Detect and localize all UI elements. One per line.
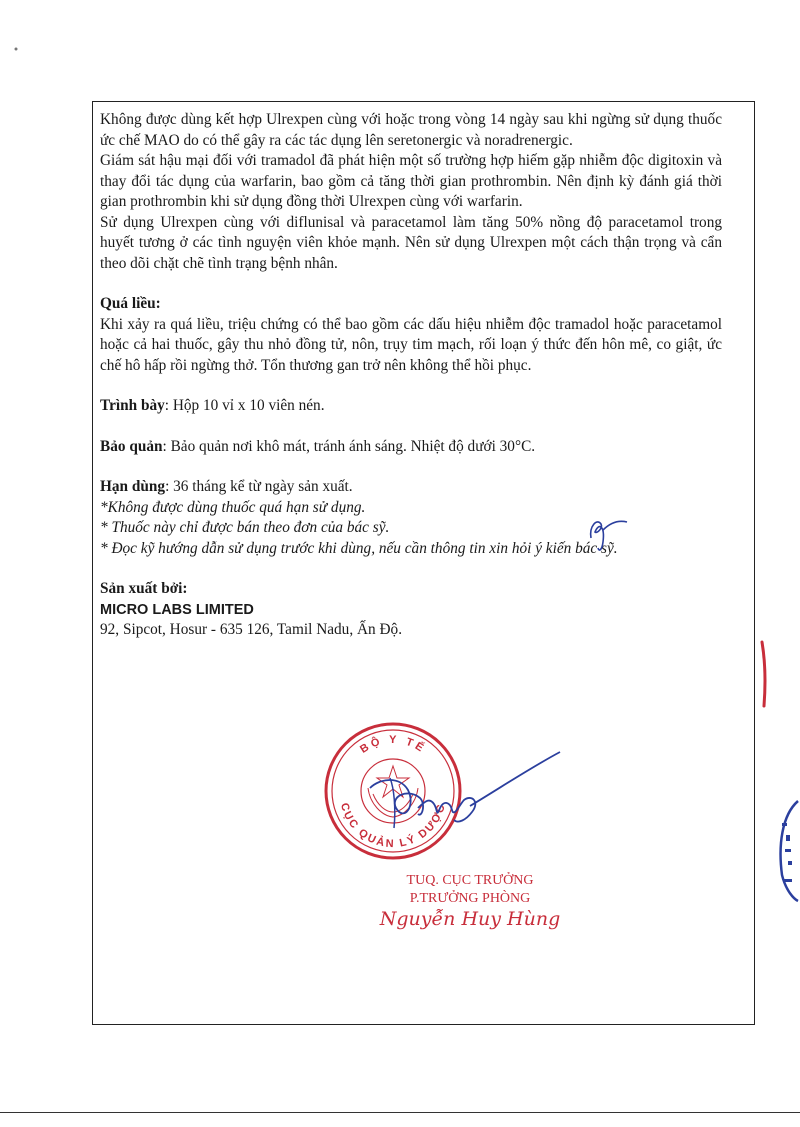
scan-mark — [12, 40, 20, 58]
stamp-bottom-text: CỤC QUẢN LÝ DƯỢC — [337, 801, 449, 851]
signer-title-1: TUQ. CỤC TRƯỞNG — [406, 873, 534, 888]
red-edge-mark — [758, 640, 770, 715]
presentation-line — [100, 396, 722, 417]
shelf-life-line — [100, 477, 722, 498]
storage-label: Bảo quản — [100, 437, 163, 455]
paragraph-diflunisal: Sử dụng Ulrexpen cùng với diflunisal và paracetamol làm tăng 50% nồng độ paracetamol trong huyết tương ở các tình nguyện viên khỏe mạnh. Nên sử dụng Ulrexpen một cách thận trọng và cẩn theo dõi chặt chẽ tình trạng bệnh nhân. — [100, 213, 722, 272]
note-prescription: * Thuốc này chỉ được bán theo đơn của bác sỹ. — [100, 519, 390, 536]
note-expiry: *Không được dùng thuốc quá hạn sử dụng. — [100, 498, 366, 516]
overdose-heading: Quá liều: — [100, 295, 161, 312]
stamp-top-text: BỘ Y TẾ — [358, 733, 428, 756]
bottom-rule — [0, 1112, 800, 1113]
official-signature — [360, 748, 580, 863]
signer-name: Nguyễn Huy Hùng — [379, 908, 561, 930]
overdose-text: Khi xảy ra quá liều, triệu chứng có thể bao gồm các dấu hiệu nhiễm độc tramadol hoặc paracetamol hoặc cả hai thuốc, gây thu nhỏ đồng tử, nôn, trụy tim mạch, rối loạn ý thức đến hôn mê, co giật, ức chế hô hấp rồi ngừng thở. Tổn thương gan trở nên không thể hồi phục. — [100, 315, 722, 374]
manufacturer-address: 92, Sipcot, Hosur - 635 126, Tamil Nadu, Ấn Độ. — [100, 621, 403, 638]
storage-text: : Bảo quản nơi khô mát, tránh ánh sáng. Nhiệt độ dưới 30°C. — [162, 437, 536, 455]
manufacturer-company: MICRO LABS LIMITED — [100, 601, 254, 618]
signature-block — [360, 872, 580, 928]
paragraph-mao: Không được dùng kết hợp Ulrexpen cùng với hoặc trong vòng 14 ngày sau khi ngừng sử dụng thuốc ức chế MAO do có thể gây ra các tác dụng lên seretonergic và noradrenergic. — [100, 111, 722, 149]
shelf-life-text: : 36 tháng kể từ ngày sản xuất. — [165, 478, 353, 495]
initial-signature — [583, 508, 633, 563]
note-read-instructions: * Đọc kỹ hướng dẫn sử dụng trước khi dùng, nếu cần thông tin xin hỏi ý kiến bác sỹ. — [100, 539, 618, 557]
storage-line — [100, 437, 722, 458]
presentation-label: Trình bày — [100, 397, 165, 414]
manufacturer-heading: Sản xuất bởi: — [100, 580, 188, 597]
paragraph-warfarin: Giám sát hậu mại đối với tramadol đã phát hiện một số trường hợp hiếm gặp nhiễm độc digitoxin và thay đổi tác dụng của warfarin, bao gồm cả tăng thời gian prothrombin. Nên định kỳ đánh giá thời gian prothrombin khi sử dụng đồng thời Ulrexpen cùng với warfarin. — [100, 152, 722, 210]
shelf-life-label: Hạn dùng — [100, 478, 166, 495]
partial-stamp — [768, 795, 800, 910]
presentation-text: : Hộp 10 vỉ x 10 viên nén. — [164, 397, 325, 414]
signer-title-2: P.TRƯỞNG PHÒNG — [409, 891, 531, 906]
